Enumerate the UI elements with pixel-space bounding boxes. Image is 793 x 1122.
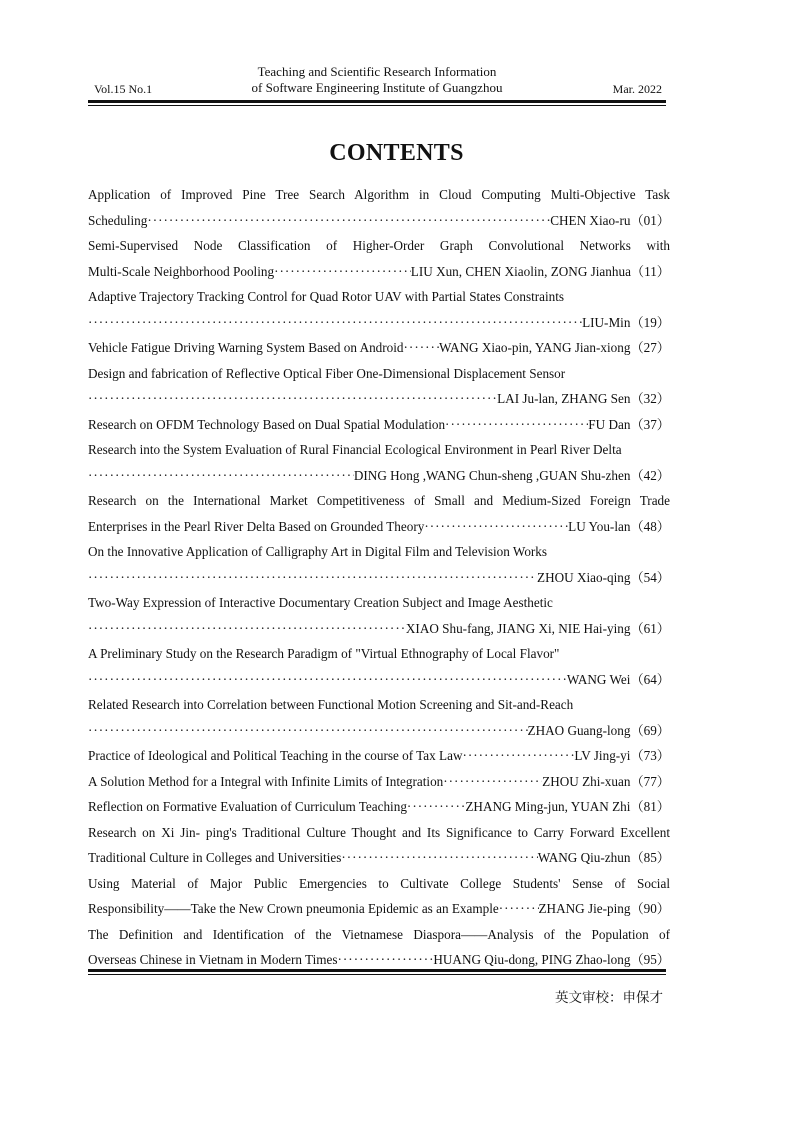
dot-leader bbox=[274, 259, 411, 285]
toc-entry[interactable] bbox=[88, 361, 670, 412]
journal-name-line1: Teaching and Scientific Research Information bbox=[257, 64, 497, 79]
toc-entry-leader-line bbox=[88, 896, 670, 922]
toc-entry-leader-line bbox=[88, 667, 670, 693]
toc-entry[interactable] bbox=[88, 412, 670, 438]
toc-entry-author: ZHOU Xiao-qing bbox=[537, 569, 631, 585]
toc-entry-author: CHEN Xiao-ru bbox=[550, 212, 631, 228]
toc-entry-author: LV Jing-yi bbox=[574, 748, 631, 763]
toc-entry-page: （19） bbox=[630, 314, 670, 330]
dot-leader bbox=[445, 412, 588, 438]
toc-entry-title-line: Research on Xi Jin- ping's Traditional Culture Thought and Its Significance to Carry Forward Excellent bbox=[88, 824, 670, 840]
toc-entry-leader-line bbox=[88, 463, 670, 489]
dot-leader bbox=[88, 463, 354, 489]
toc-entry-author: ZHANG Jie-ping bbox=[538, 901, 631, 916]
header-rule-thin bbox=[88, 105, 666, 106]
toc-entry-page: （11） bbox=[630, 263, 670, 279]
toc-entry[interactable] bbox=[88, 769, 670, 795]
toc-entry[interactable] bbox=[88, 692, 670, 743]
dot-leader bbox=[424, 514, 568, 540]
toc-entry-author: HUANG Qiu-dong, PING Zhao-long bbox=[433, 952, 631, 967]
toc-entry-page: （90） bbox=[630, 901, 670, 916]
toc-entry[interactable] bbox=[88, 488, 670, 539]
toc-entry-page: （77） bbox=[630, 773, 670, 789]
toc-entry-leader-line bbox=[88, 794, 670, 820]
journal-name-line2: of Software Engineering Institute of Guangzhou bbox=[251, 79, 503, 95]
toc-entry-title-line: Research on the International Market Competitiveness of Small and Medium-Sized Foreign Trade bbox=[88, 493, 670, 508]
contents-list bbox=[88, 182, 670, 973]
toc-entry-leader-line bbox=[88, 769, 670, 795]
toc-entry[interactable] bbox=[88, 335, 670, 361]
toc-entry[interactable] bbox=[88, 182, 670, 233]
toc-entry-author: ZHOU Zhi-xuan bbox=[542, 773, 631, 789]
toc-entry-title-tail: Multi-Scale Neighborhood Pooling bbox=[88, 263, 275, 279]
volume-number: Vol.15 No.1 bbox=[94, 82, 153, 96]
toc-entry-page: （69） bbox=[630, 722, 670, 738]
toc-entry-title-line: On the Innovative Application of Calligraphy Art in Digital Film and Television Works bbox=[88, 544, 548, 559]
toc-entry-title-line: Design and fabrication of Reflective Optical Fiber One-Dimensional Displacement Sensor bbox=[88, 365, 566, 381]
toc-entry-leader-line bbox=[88, 616, 670, 642]
toc-entry-page: （37） bbox=[630, 416, 670, 432]
toc-entry-title-tail: Scheduling bbox=[88, 212, 148, 228]
toc-entry-leader-line bbox=[88, 259, 670, 285]
toc-entry-author: ZHAO Guang-long bbox=[527, 722, 631, 738]
toc-entry-title-tail: Enterprises in the Pearl River Delta Based on Grounded Theory bbox=[88, 518, 425, 534]
toc-entry-page: （73） bbox=[630, 748, 670, 763]
toc-entry-leader-line bbox=[88, 412, 670, 438]
toc-entry-title-tail: Vehicle Fatigue Driving Warning System Based on Android bbox=[88, 340, 404, 355]
toc-entry-leader-line bbox=[88, 845, 670, 871]
toc-entry[interactable] bbox=[88, 437, 670, 488]
dot-leader bbox=[407, 794, 465, 820]
toc-entry-author: LIU Xun, CHEN Xiaolin, ZONG Jianhua bbox=[410, 263, 631, 279]
toc-entry-page: （48） bbox=[630, 518, 670, 534]
toc-entry-page: （54） bbox=[630, 569, 670, 585]
toc-entry-title-line: Research into the System Evaluation of Rural Financial Ecological Environment in Pearl River Delta bbox=[88, 442, 622, 457]
toc-entry-page: （61） bbox=[630, 620, 670, 636]
toc-entry-leader-line bbox=[88, 565, 670, 591]
dot-leader bbox=[462, 743, 574, 769]
toc-entry-author: WANG Wei bbox=[566, 671, 631, 687]
toc-entry-title-line: The Definition and Identification of the Vietnamese Diaspora——Analysis of the Population of bbox=[88, 926, 670, 942]
toc-entry-page: （85） bbox=[630, 850, 670, 865]
toc-entry-page: （81） bbox=[630, 799, 670, 814]
toc-entry-title-tail: Practice of Ideological and Political Teaching in the course of Tax Law bbox=[88, 748, 463, 763]
toc-entry-leader-line bbox=[88, 514, 670, 540]
toc-entry-title-tail: Traditional Culture in Colleges and Universities bbox=[88, 850, 342, 865]
page-title: CONTENTS bbox=[329, 140, 464, 166]
toc-entry-leader-line bbox=[88, 310, 670, 336]
journal-name bbox=[88, 64, 666, 95]
toc-entry[interactable] bbox=[88, 922, 670, 973]
issue-date: Mar. 2022 bbox=[612, 82, 662, 96]
toc-entry[interactable] bbox=[88, 871, 670, 922]
toc-entry[interactable] bbox=[88, 233, 670, 284]
toc-entry-author: WANG Xiao-pin, YANG Jian-xiong bbox=[439, 340, 631, 355]
dot-leader bbox=[404, 335, 439, 361]
toc-entry-leader-line bbox=[88, 743, 670, 769]
toc-entry-title-line: Related Research into Correlation between Functional Motion Screening and Sit-and-Reach bbox=[88, 697, 574, 712]
toc-entry-title-line: Using Material of Major Public Emergencies to Cultivate College Students' Sense of Social bbox=[88, 875, 670, 891]
toc-entry-leader-line bbox=[88, 386, 670, 412]
toc-entry[interactable] bbox=[88, 794, 670, 820]
toc-entry-author: FU Dan bbox=[588, 416, 631, 432]
toc-entry-title-line: Semi-Supervised Node Classification of Higher-Order Graph Convolutional Networks with bbox=[88, 238, 670, 253]
toc-entry-title-tail: Reflection on Formative Evaluation of Curriculum Teaching bbox=[88, 799, 407, 814]
toc-entry-title-tail: Research on OFDM Technology Based on Dual Spatial Modulation bbox=[88, 416, 446, 432]
toc-entry-page: （64） bbox=[630, 671, 670, 687]
toc-entry-author: ZHANG Ming-jun, YUAN Zhi bbox=[465, 799, 631, 814]
toc-entry[interactable] bbox=[88, 743, 670, 769]
footer-rule-thick bbox=[88, 969, 666, 972]
toc-entry[interactable] bbox=[88, 590, 670, 641]
dot-leader bbox=[88, 616, 406, 642]
dot-leader bbox=[88, 386, 497, 412]
dot-leader bbox=[147, 208, 550, 234]
dot-leader bbox=[341, 845, 537, 871]
toc-entry-author: XIAO Shu-fang, JIANG Xi, NIE Hai-ying bbox=[405, 620, 631, 636]
toc-entry-title-tail: Responsibility——Take the New Crown pneumonia Epidemic as an Example bbox=[88, 901, 499, 916]
toc-entry-page: （27） bbox=[630, 340, 670, 355]
toc-entry[interactable] bbox=[88, 539, 670, 590]
toc-entry-author: LAI Ju-lan, ZHANG Sen bbox=[497, 391, 631, 406]
toc-entry-page: （42） bbox=[630, 467, 670, 483]
toc-entry-leader-line bbox=[88, 208, 670, 234]
toc-entry-title-line: Adaptive Trajectory Tracking Control for Quad Rotor UAV with Partial States Constraints bbox=[88, 289, 565, 304]
toc-entry[interactable] bbox=[88, 284, 670, 335]
footer-rule-thin bbox=[88, 974, 666, 975]
toc-entry-title-line: Application of Improved Pine Tree Search Algorithm in Cloud Computing Multi-Objective Task bbox=[88, 187, 670, 202]
dot-leader bbox=[499, 896, 539, 922]
dot-leader bbox=[88, 718, 528, 744]
toc-entry-author: LIU-Min bbox=[582, 314, 631, 330]
dot-leader bbox=[88, 667, 567, 693]
header-rule-thick bbox=[88, 100, 666, 103]
toc-entry-leader-line bbox=[88, 335, 670, 361]
dot-leader bbox=[88, 565, 537, 591]
toc-entry-title-line: A Preliminary Study on the Research Paradigm of "Virtual Ethnography of Local Flavor" bbox=[88, 646, 560, 661]
toc-entry-title-tail: A Solution Method for a Integral with Infinite Limits of Integration bbox=[88, 773, 444, 789]
toc-entry-author: DING Hong ,WANG Chun-sheng ,GUAN Shu-zhen bbox=[353, 467, 631, 483]
running-header bbox=[88, 64, 666, 98]
toc-entry-author: LU You-lan bbox=[568, 518, 631, 534]
toc-entry-page: （01） bbox=[630, 212, 670, 228]
toc-entry-page: （32） bbox=[630, 391, 670, 406]
dot-leader bbox=[443, 769, 542, 795]
toc-entry-title-line: Two-Way Expression of Interactive Documentary Creation Subject and Image Aesthetic bbox=[88, 595, 553, 610]
toc-entry-leader-line bbox=[88, 718, 670, 744]
toc-entry[interactable] bbox=[88, 820, 670, 871]
toc-entry-author: WANG Qiu-zhun bbox=[537, 850, 631, 865]
toc-entry-page: （95） bbox=[630, 952, 670, 967]
english-proofreader-note: 英文审校：申保才 bbox=[555, 990, 663, 1006]
toc-entry[interactable] bbox=[88, 641, 670, 692]
toc-entry-title-tail: Overseas Chinese in Vietnam in Modern Times bbox=[88, 952, 338, 967]
dot-leader bbox=[88, 310, 582, 336]
